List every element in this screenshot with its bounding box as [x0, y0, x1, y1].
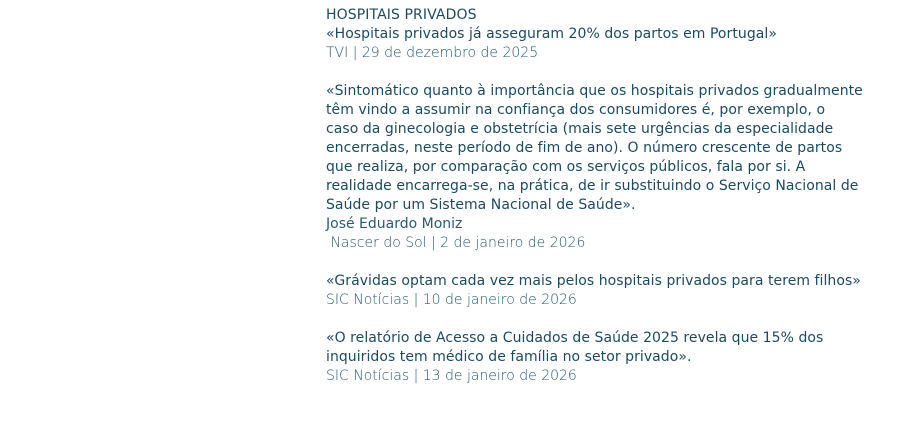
news-entry-2 [326, 82, 863, 253]
entry-quote-line: têm vindo a assumir na confiança dos consumidores é, por exemplo, o [326, 102, 826, 118]
entry-quote-line: realidade encarrega-se, na prática, de ir substituindo o Serviço Nacional de [326, 178, 859, 194]
entry-author: José Eduardo Moniz [326, 216, 463, 232]
entry-quote: «Grávidas optam cada vez mais pelos hospitais privados para terem filhos» [326, 273, 861, 289]
entry-source: SIC Notícias | 10 de janeiro de 2026 [326, 292, 577, 308]
entry-quote-line: Saúde por um Sistema Nacional de Saúde». [326, 197, 636, 213]
news-entry-1 [326, 25, 846, 63]
spacer [326, 310, 846, 329]
entry-quote-line: que realiza, por comparação com os serviços públicos, fala por si. A [326, 159, 806, 175]
entry-quote-line: encerradas, neste período de fim de ano). O número crescente de partos [326, 140, 843, 156]
spacer [326, 63, 846, 82]
entry-quote-line: «O relatório de Acesso a Cuidados de Saúde 2025 revela que 15% dos [326, 330, 824, 346]
entry-source: Nascer do Sol | 2 de janeiro de 2026 [326, 235, 586, 251]
spacer [326, 253, 846, 272]
news-entry-3 [326, 272, 861, 310]
entry-source: TVI | 29 de dezembro de 2025 [326, 45, 539, 61]
entry-quote-line: caso da ginecologia e obstetrícia (mais sete urgências da especialidade [326, 121, 834, 137]
entry-quote-line: «Sintomático quanto à importância que os hospitais privados gradualmente [326, 83, 863, 99]
entry-quote-line: inquiridos tem médico de família no setor privado». [326, 349, 692, 365]
news-entry-4 [326, 329, 846, 386]
news-quotes-column [326, 6, 863, 386]
entry-source: SIC Notícias | 13 de janeiro de 2026 [326, 368, 577, 384]
entry-quote: «Hospitais privados já asseguram 20% dos partos em Portugal» [326, 26, 777, 42]
section-title: HOSPITAIS PRIVADOS [326, 7, 477, 23]
